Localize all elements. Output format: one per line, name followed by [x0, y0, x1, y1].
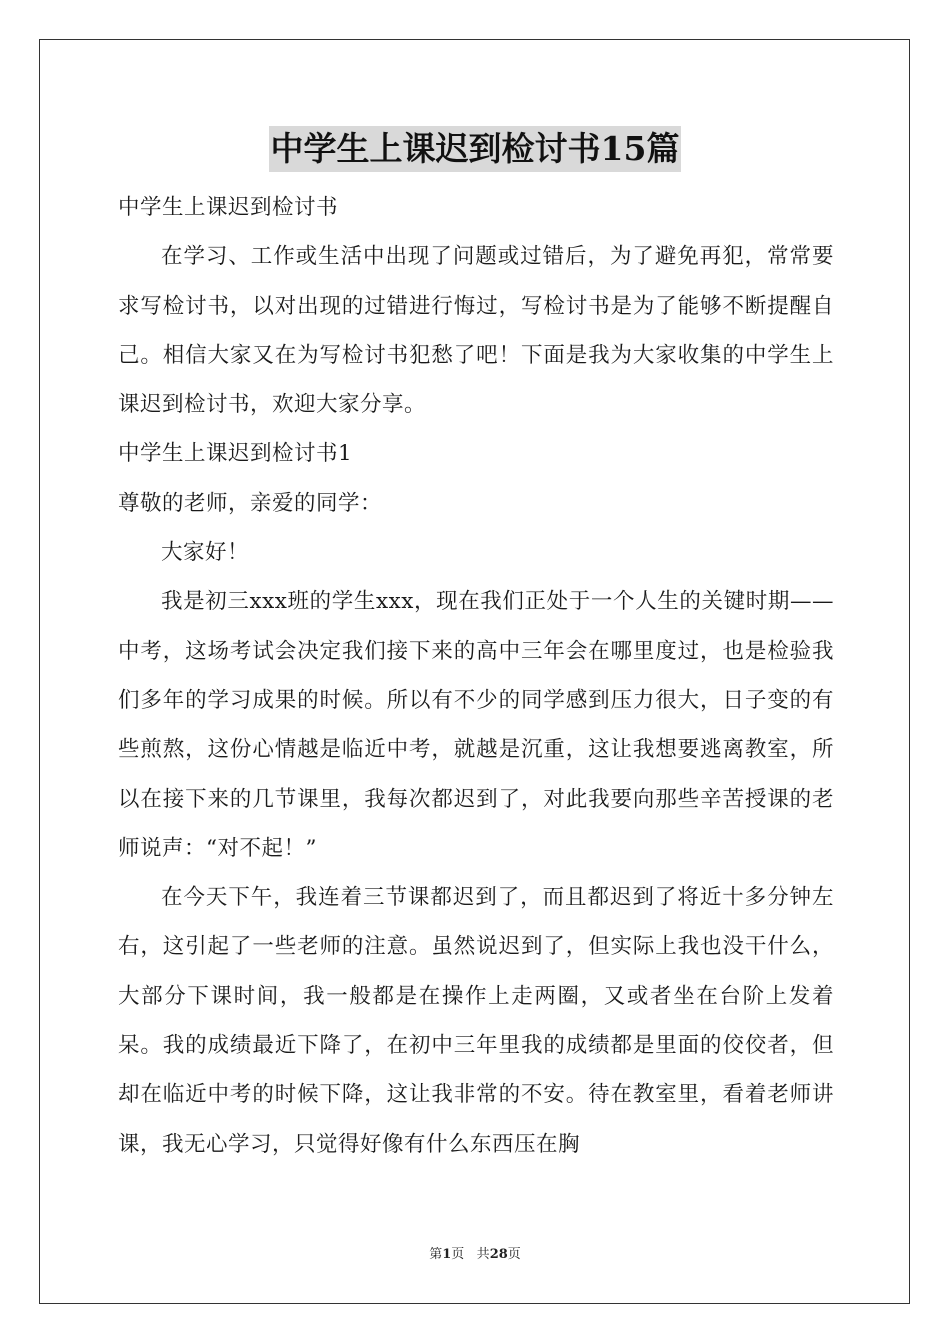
page-total-count: 28: [489, 1247, 508, 1262]
paragraph-body: 在今天下午，我连着三节课都迟到了，而且都迟到了将近十多分钟左右，这引起了一些老师的注意。虽然说迟到了，但实际上我也没干什么，大部分下课时间，我一般都是在操作上走两圈，又或者坐在台阶上发着呆。我的成绩最近下降了，在初中三年里我的成绩都是里面的佼佼者，但却在临近中考的时候下降，这让我非常的不安。待在教室里，看着老师讲课，我无心学习，只觉得好像有什么东西压在胸: [118, 885, 834, 1157]
page-total-unit: 页: [507, 1247, 521, 1262]
page-number-unit: 页: [451, 1247, 465, 1262]
paragraph-subtitle: 中学生上课迟到检讨书: [118, 195, 339, 220]
paragraph-section-heading: 中学生上课迟到检讨书1: [118, 441, 353, 467]
page-total-prefix: 共: [476, 1247, 490, 1262]
title-container: [0, 126, 950, 172]
paragraph-intro: 在学习、工作或生活中出现了问题或过错后，为了避免再犯，常常要求写检讨书，以对出现的过错进行悔过，写检讨书是为了能够不断提醒自己。相信大家又在为写检讨书犯愁了吧！下面是我为大家收集的中学生上课迟到检讨书，欢迎大家分享。: [118, 244, 834, 418]
document-title: 中学生上课迟到检讨书15篇: [269, 126, 682, 172]
page-footer: [0, 1245, 950, 1265]
paragraph-body: 我是初三xxx班的学生xxx，现在我们正处于一个人生的关键时期——中考，这场考试会决定我们接下来的高中三年会在哪里度过，也是检验我们多年的学习成果的时候。所以有不少的同学感到压力很大，日子变的有些煎熬，这份心情越是临近中考，就越是沉重，这让我想要逃离教室，所以在接下来的几节课里，我每次都迟到了，对此我要向那些辛苦授课的老师说声：“对不起！”: [118, 589, 834, 861]
document-body: [118, 183, 834, 1169]
paragraph-salutation: 尊敬的老师，亲爱的同学：: [118, 490, 383, 516]
paragraph-greeting: 大家好！: [161, 540, 250, 566]
page-number-current: 1: [442, 1247, 452, 1262]
page-number-prefix: 第: [429, 1247, 443, 1262]
